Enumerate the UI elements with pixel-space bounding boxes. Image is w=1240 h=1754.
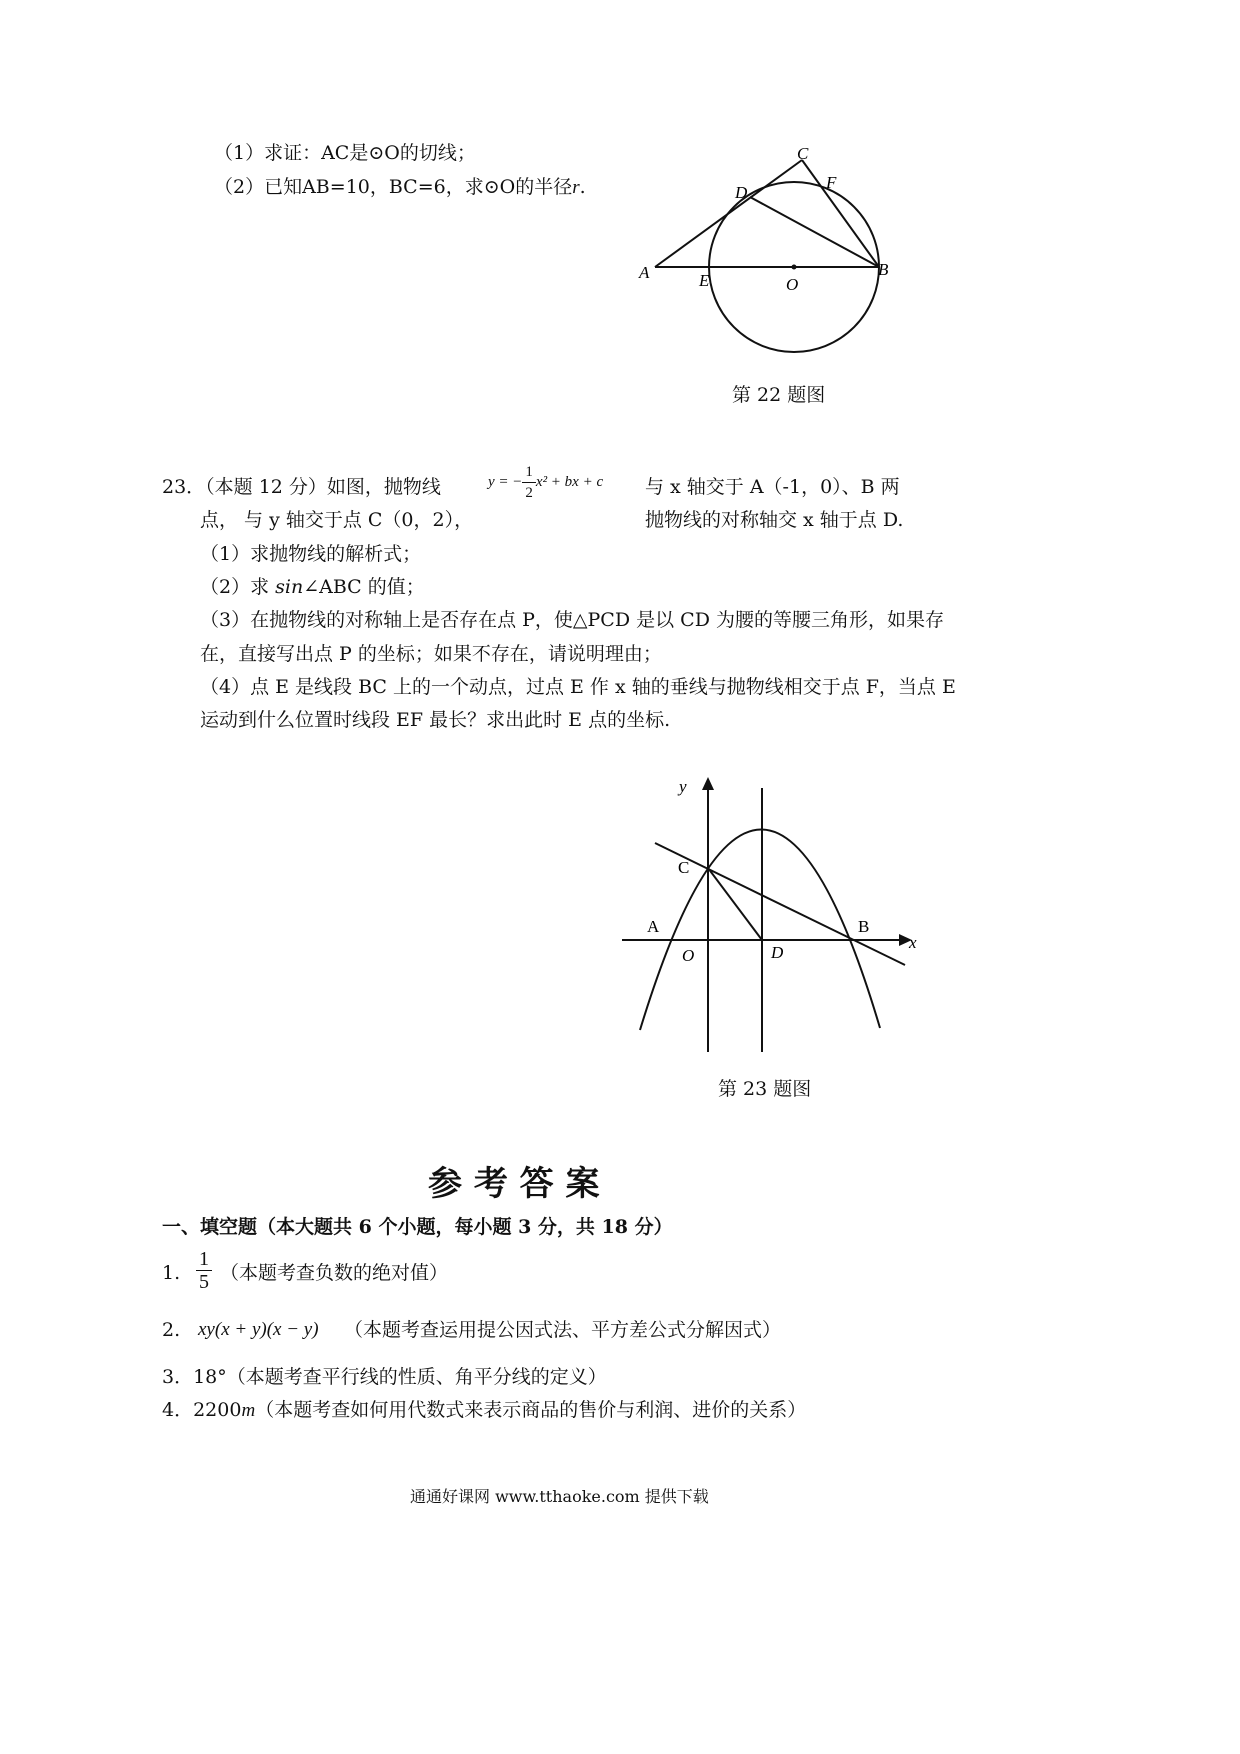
- q23-part1: （1）求抛物线的解析式；: [200, 543, 422, 565]
- answer-1-number: 1.: [162, 1262, 181, 1284]
- q22-figure-caption: 第 22 题图: [732, 384, 826, 406]
- q23-part4-line1: （4）点 E 是线段 BC 上的一个动点，过点 E 作 x 轴的垂线与抛物线相交于点 F，当点 E: [200, 676, 956, 698]
- q23-line1-b: 与 x 轴交于 A（-1，0）、B 两: [645, 476, 900, 498]
- answer-3: 3．18°（本题考查平行线的性质、角平分线的定义）: [162, 1366, 607, 1388]
- q22-label-e: E: [699, 271, 710, 290]
- q23-part4-line2: 运动到什么位置时线段 EF 最长？求出此时 E 点的坐标.: [200, 709, 671, 731]
- answer-4: 4．2200m（本题考查如何用代数式来表示商品的售价与利润、进价的关系）: [162, 1399, 807, 1421]
- q22-label-d: D: [735, 183, 748, 202]
- q23-label-x: x: [909, 933, 917, 952]
- page-footer: 通通好课网 www.tthaoke.com 提供下载: [410, 1487, 709, 1506]
- answer-2-number: 2.: [162, 1319, 181, 1341]
- answers-title: 参 考 答 案: [428, 1164, 600, 1204]
- answer-2-note: （本题考查运用提公因式法、平方差公式分解因式）: [344, 1319, 782, 1341]
- figure-22: [620, 135, 900, 365]
- q23-figure-caption: 第 23 题图: [718, 1078, 812, 1100]
- answer-2-expression: xy(x + y)(x − y): [198, 1319, 319, 1340]
- figure-23: [610, 765, 930, 1060]
- q23-part3-line2: 在，直接写出点 P 的坐标；如果不存在，请说明理由；: [200, 643, 662, 665]
- q23-part2: （2）求 sin∠ABC 的值；: [200, 576, 425, 598]
- q23-label-c: C: [678, 858, 690, 877]
- q23-part3-line1: （3）在抛物线的对称轴上是否存在点 P，使△PCD 是以 CD 为腰的等腰三角形，如果存: [200, 609, 944, 631]
- q22-label-b: B: [878, 260, 889, 279]
- answer-1-note: （本题考查负数的绝对值）: [220, 1262, 449, 1284]
- q23-label-o: O: [682, 946, 695, 965]
- q22-part2: （2）已知AB=10，BC=6，求⊙O的半径r.: [214, 176, 586, 198]
- answer-1-fraction: $\frac{1}{5}$: [196, 1248, 212, 1293]
- q22-label-o: O: [786, 275, 799, 294]
- q22-label-c: C: [797, 144, 809, 163]
- q23-label-a: A: [647, 917, 660, 936]
- answers-section-1: 一、填空题（本大题共 6 个小题，每小题 3 分，共 18 分）: [162, 1216, 673, 1238]
- q23-line1-a: 23．（本题 12 分）如图，抛物线: [162, 476, 441, 498]
- q23-label-y: y: [679, 777, 687, 796]
- q23-equation: y = − $\frac{1}{2}$ x² + bx + c: [488, 464, 604, 501]
- q22-label-f: F: [826, 173, 837, 192]
- q22-part1: （1）求证：AC是⊙O的切线；: [214, 142, 476, 164]
- q22-label-a: A: [639, 263, 650, 282]
- q23-line2-a: 点， 与 y 轴交于点 C（0，2），: [200, 509, 474, 531]
- q23-label-b: B: [858, 917, 870, 936]
- q23-line2-b: 抛物线的对称轴交 x 轴于点 D.: [645, 509, 904, 531]
- q23-label-d: D: [771, 943, 784, 962]
